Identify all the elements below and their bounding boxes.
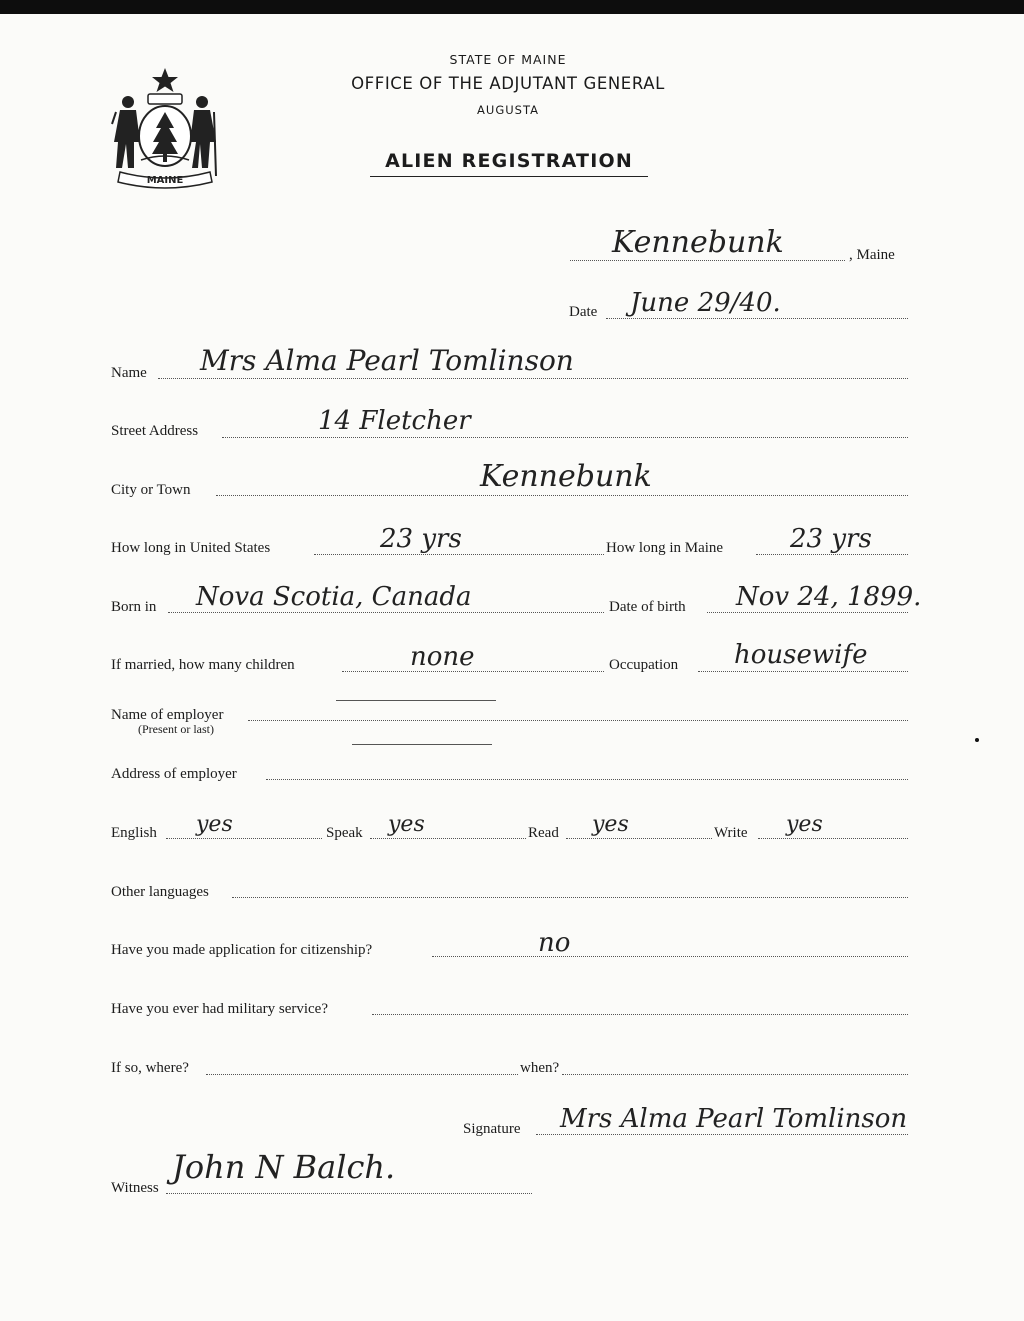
name-line	[158, 378, 908, 379]
english-label: English	[111, 825, 157, 841]
employer-note: (Present or last)	[138, 722, 214, 736]
born-in-line	[168, 612, 604, 613]
occupation-line	[698, 671, 908, 672]
date-entry: June 29/40.	[630, 288, 781, 318]
city-entry: Kennebunk	[480, 459, 652, 494]
born-in-entry: Nova Scotia, Canada	[196, 582, 472, 612]
name-label: Name	[111, 365, 147, 381]
occupation-label: Occupation	[609, 657, 679, 673]
where-line	[206, 1074, 518, 1075]
employer-address-dash-mark	[352, 744, 492, 745]
witness-label: Witness	[111, 1180, 159, 1196]
place-suffix-label: , Maine	[849, 247, 895, 263]
citizenship-label: Have you made application for citizenship?	[111, 942, 373, 958]
military-line	[372, 1014, 908, 1015]
street-address-label: Street Address	[111, 423, 199, 439]
how-long-maine-line	[756, 554, 908, 555]
when-line	[562, 1074, 908, 1075]
street-address-line	[222, 437, 908, 438]
how-long-us-line	[314, 554, 604, 555]
employer-label: Name of employer	[111, 707, 224, 723]
children-label: If married, how many children	[111, 657, 295, 673]
scan-top-border	[0, 0, 1024, 14]
city-line	[216, 495, 908, 496]
citizenship-entry: no	[538, 928, 571, 958]
office-heading: OFFICE OF THE ADJUTANT GENERAL	[351, 74, 665, 93]
form-title-text: ALIEN REGISTRATION	[385, 150, 633, 172]
scan-speck	[975, 738, 979, 742]
date-of-birth-label: Date of birth	[609, 599, 686, 615]
write-label: Write	[714, 825, 748, 841]
where-label: If so, where?	[111, 1060, 189, 1076]
form-title	[370, 150, 648, 172]
when-label: when?	[520, 1060, 560, 1076]
how-long-maine-entry: 23 yrs	[790, 524, 872, 554]
city-heading: AUGUSTA	[477, 103, 539, 117]
write-line	[758, 838, 908, 839]
how-long-maine-label: How long in Maine	[606, 540, 724, 556]
born-in-label: Born in	[111, 599, 157, 615]
witness-entry: John N Balch.	[172, 1148, 396, 1186]
city-label: City or Town	[111, 482, 191, 498]
other-languages-label: Other languages	[111, 884, 209, 900]
military-label: Have you ever had military service?	[111, 1001, 328, 1017]
speak-label: Speak	[326, 825, 363, 841]
state-heading: STATE OF MAINE	[449, 52, 567, 67]
how-long-us-label: How long in United States	[111, 540, 271, 556]
date-line	[606, 318, 908, 319]
title-underline	[370, 176, 648, 177]
citizenship-line	[432, 956, 908, 957]
date-label: Date	[569, 304, 598, 320]
read-entry: yes	[592, 812, 629, 837]
how-long-us-entry: 23 yrs	[380, 524, 462, 554]
employer-line	[248, 720, 908, 721]
employer-address-label: Address of employer	[111, 766, 237, 782]
signature-line	[536, 1134, 908, 1135]
name-entry: Mrs Alma Pearl Tomlinson	[200, 344, 574, 377]
occupation-entry: housewife	[734, 640, 868, 670]
place-line	[570, 260, 845, 261]
english-line	[166, 838, 322, 839]
english-entry: yes	[196, 812, 233, 837]
speak-entry: yes	[388, 812, 425, 837]
read-label: Read	[528, 825, 559, 841]
employer-dash-mark	[336, 700, 496, 701]
signature-label: Signature	[463, 1121, 521, 1137]
write-entry: yes	[786, 812, 823, 837]
place-entry: Kennebunk	[612, 225, 784, 260]
seal-motto-text: MAINE	[146, 175, 184, 186]
employer-address-line	[266, 779, 908, 780]
date-of-birth-entry: Nov 24, 1899.	[736, 582, 922, 612]
read-line	[566, 838, 712, 839]
date-of-birth-line	[707, 612, 908, 613]
children-entry: none	[410, 642, 475, 672]
other-languages-line	[232, 897, 908, 898]
signature-entry: Mrs Alma Pearl Tomlinson	[560, 1104, 908, 1134]
witness-line	[166, 1193, 532, 1194]
street-address-entry: 14 Fletcher	[318, 406, 471, 436]
